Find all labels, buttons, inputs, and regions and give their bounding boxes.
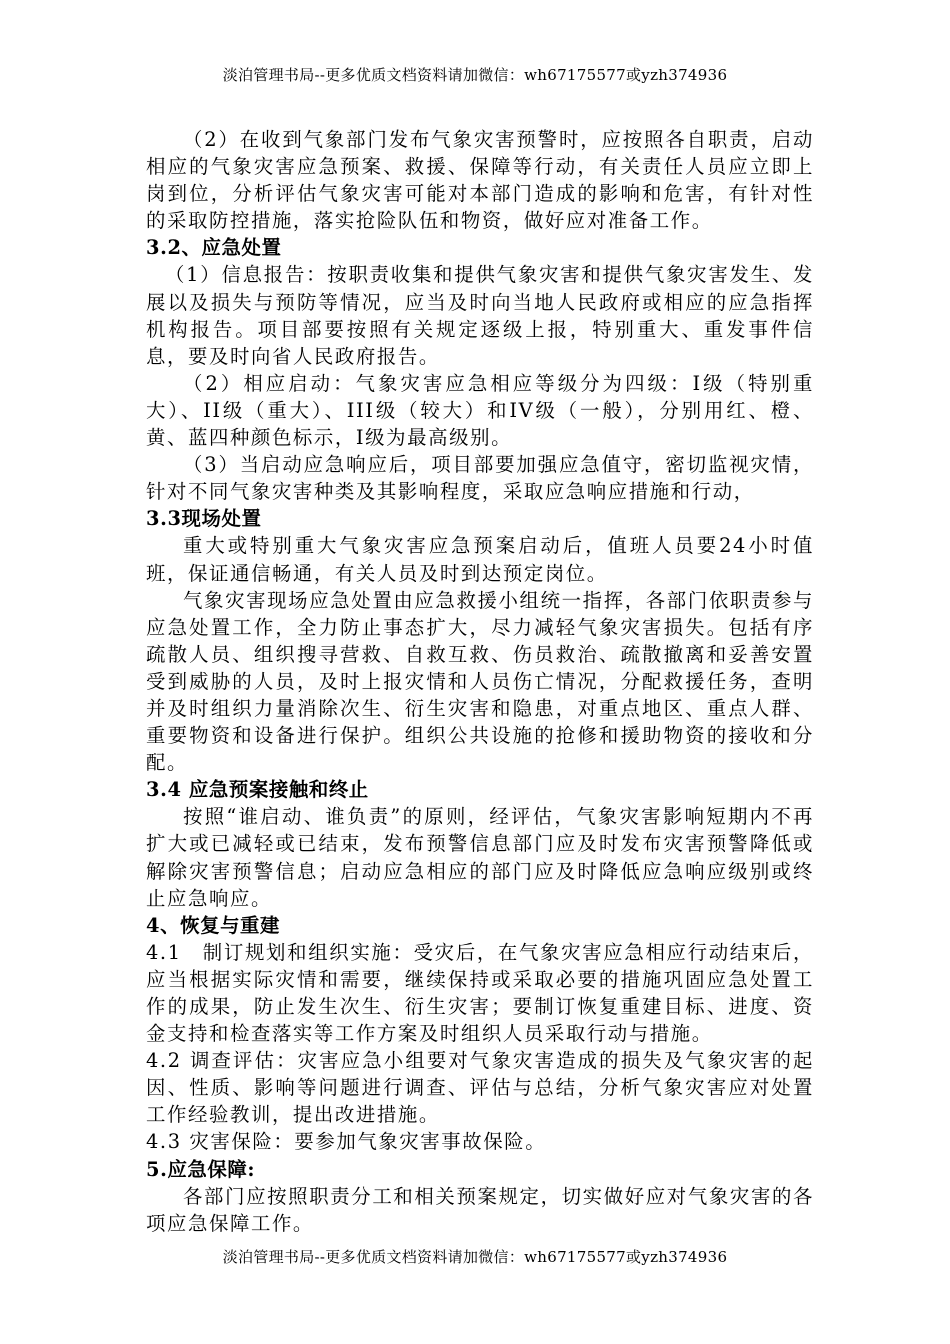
heading-4: 4、恢复与重建: [146, 913, 281, 937]
paragraph-warning-response: （2）在收到气象部门发布气象灾害预警时，应按照各自职责，启动相应的气象灾害应急预案、救援、保障等行动，有关责任人员应立即上岗到位，分析评估气象灾害可能对本部门造成的影响和危害，有针对性的采取防控措施，落实抢险队伍和物资，做好应对准备工作。: [146, 128, 814, 233]
heading-3-4: 3.4 应急预案接触和终止: [146, 778, 369, 802]
heading-5: 5.应急保障:: [146, 1157, 256, 1181]
paragraph-emergency-duty: （3）当启动应急响应后，项目部要加强应急值守，密切监视灾情，针对不同气象灾害种类及其影响程度，采取应急响应措施和行动，: [146, 453, 814, 504]
page-header: 淡泊管理书局--更多优质文档资料请加微信：wh67175577或yzh374936: [222, 66, 728, 84]
page-footer: 淡泊管理书局--更多优质文档资料请加微信：wh67175577或yzh374936: [222, 1248, 728, 1266]
document-body: [146, 126, 814, 1237]
paragraph-4-2: 4.2 调查评估：灾害应急小组要对气象灾害造成的损失及气象灾害的起因、性质、影响等问题进行调查、评估与总结，分析气象灾害应对处置工作经验教训，提出改进措施。: [146, 1049, 814, 1127]
heading-3-2: 3.2、应急处置: [146, 236, 282, 260]
paragraph-on-duty: 重大或特别重大气象灾害应急预案启动后，值班人员要24小时值班，保证通信畅通，有关人员及时到达预定岗位。: [146, 534, 814, 585]
paragraph-4-3: 4.3 灾害保险：要参加气象灾害事故保险。: [146, 1130, 547, 1154]
heading-3-3: 3.3现场处置: [146, 507, 262, 531]
paragraph-termination: 按照“谁启动、谁负责”的原则，经评估，气象灾害影响短期内不再扩大或已减轻或已结束，发布预警信息部门应及时发布灾害预警降低或解除灾害预警信息；启动应急相应的部门应及时降低应急响应级别或终止应急响应。: [146, 805, 814, 910]
paragraph-response-levels: （2）相应启动：气象灾害应急相应等级分为四级：I级（特别重大）、II级（重大）、III级（较大）和IV级（一般），分别用红、橙、黄、蓝四种颜色标示，I级为最高级别。: [146, 371, 814, 450]
paragraph-guarantee: 各部门应按照职责分工和相关预案规定，切实做好应对气象灾害的各项应急保障工作。: [146, 1184, 814, 1235]
paragraph-info-report: （1）信息报告：按职责收集和提供气象灾害和提供气象灾害发生、发展以及损失与预防等情况，应当及时向当地人民政府或相应的应急指挥机构报告。项目部要按照有关规定逐级上报，特别重大、重发事件信息，要及时向省人民政府报告。: [146, 263, 814, 368]
paragraph-4-1: 4.1 制订规划和组织实施：受灾后，在气象灾害应急相应行动结束后，应当根据实际灾情和需要，继续保持或采取必要的措施巩固应急处置工作的成果，防止发生次生、衍生灾害；要制订恢复重建目标、进度、资金支持和检查落实等工作方案及时组织人员采取行动与措施。: [146, 940, 814, 1046]
paragraph-onsite-command: 气象灾害现场应急处置由应急救援小组统一指挥，各部门依职责参与应急处置工作，全力防止事态扩大，尽力减轻气象灾害损失。包括有序疏散人员、组织搜寻营救、自救互救、伤员救治、疏散撤离和妥善安置受到威胁的人员，及时上报灾情和人员伤亡情况，分配救援任务，查明并及时组织力量消除次生、衍生灾害和隐患，对重点地区、重点人群、重要物资和设备进行保护。组织公共设施的抢修和援助物资的接收和分配。: [146, 588, 814, 775]
